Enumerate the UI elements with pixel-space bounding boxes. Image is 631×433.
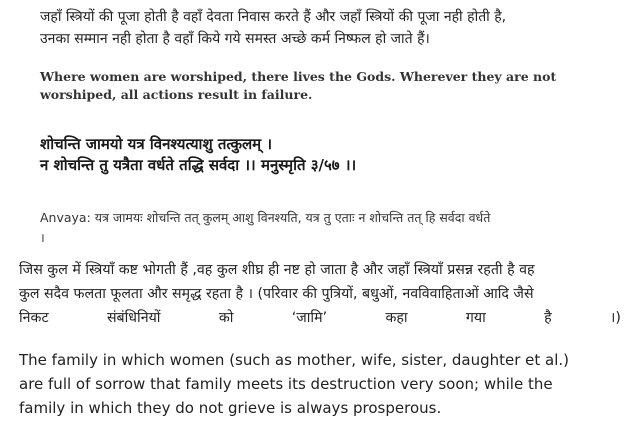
hindi-explanation-paragraph <box>19 258 621 330</box>
english-intro-line: Where women are worshiped, there lives the Gods. Wherever they are not <box>40 69 557 84</box>
word: ।) <box>609 310 621 326</box>
word: को <box>218 310 234 326</box>
word: है <box>544 310 552 326</box>
hindi-explanation-line: कुल सदैव फलता फूलता और समृद्ध रहता है । (परिवार की पुत्रियों, बधुओं, नवविवाहिताओं आदि जैसे <box>19 286 534 302</box>
anvaya-line-end: । <box>40 230 45 245</box>
anvaya-paragraph <box>40 208 610 248</box>
hindi-explanation-justified-line <box>19 306 621 330</box>
word: ‘जामि’ <box>291 310 328 326</box>
anvaya-label: Anvaya: <box>40 210 91 225</box>
shloka-line: शोचन्ति जामयो यत्र विनश्यत्याशु तत्कुलम् । <box>40 135 273 153</box>
sanskrit-shloka <box>40 134 600 176</box>
english-intro-line: worshiped, all actions result in failure. <box>40 87 313 102</box>
hindi-intro-line: उनका सम्मान नही होता है वहाँ किये गये समस्त अच्छे कर्म निष्फल हो जाते हैं। <box>40 31 430 47</box>
hindi-intro-paragraph <box>40 6 605 50</box>
english-explanation-line: The family in which women (such as mother, wife, sister, daughter et al.) <box>19 351 570 369</box>
hindi-explanation-line: जिस कुल में स्त्रियाँ कष्ट भोगती हैं ,वह कुल शीघ्र ही नष्ट हो जाता है और जहाँ स्त्रियाँ प्रसन्न रहती है वह <box>19 262 535 278</box>
english-explanation-line: are full of sorrow that family meets its destruction very soon; while the <box>19 375 553 393</box>
word: गया <box>465 310 486 326</box>
english-intro-paragraph <box>40 68 580 104</box>
hindi-intro-line: जहाँ स्त्रियों की पूजा होती है वहाँ देवता निवास करते हैं और जहाँ स्त्रियों की पूजा नही होती है, <box>40 9 507 25</box>
shloka-line: न शोचन्ति तु यत्रैता वर्धते तद्धि सर्वदा ।। मनुस्मृति ३/५७ ।। <box>40 156 357 174</box>
word: संबंधिनियों <box>106 310 161 326</box>
english-explanation-line: family in which they do not grieve is always prosperous. <box>19 399 442 417</box>
anvaya-text: यत्र जामयः शोचन्ति तत् कुलम् आशु विनश्यति, यत्र तु एताः न शोचन्ति तत् हि सर्वदा वर्धते <box>94 210 491 225</box>
word: कहा <box>385 310 408 326</box>
word: निकट <box>19 310 49 326</box>
anvaya-line <box>40 208 610 228</box>
english-explanation-paragraph <box>19 348 621 420</box>
